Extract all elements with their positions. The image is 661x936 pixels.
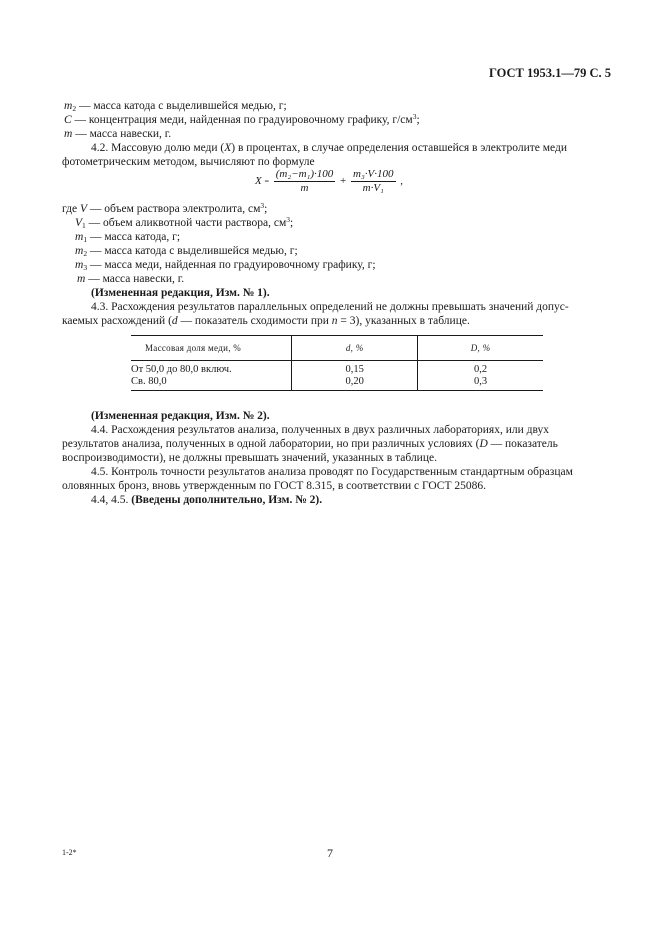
table-header-cell: Массовая доля меди, % — [131, 336, 292, 361]
p42-line1: 4.2. Массовую долю меди (X) в процентах, в случае определения оставшейся в электролите меди — [91, 142, 567, 154]
def-m2-top: $m_2$ — масса катода с выделившейся медью, г; — [64, 100, 287, 113]
formula — [255, 168, 403, 196]
tolerance-table — [131, 335, 543, 391]
table-header-cell: D, % — [418, 336, 543, 361]
def-m-top: m — масса навески, г. — [64, 128, 172, 140]
formula-plus: + — [340, 175, 347, 188]
table-row — [131, 361, 543, 377]
p44-line1: 4.4. Расхождения результатов анализа, полученных в двух различных лабораториях, или двух — [91, 424, 550, 436]
table-cell: 0,15 — [292, 361, 418, 377]
formula-fraction-2: $\frac{\text{m₃·V·100}}{\text{m·V₁}}$ — [353, 168, 394, 194]
p45-line2: оловянных бронз, вновь утвержденным по ГОСТ 8.315, в соответствии с ГОСТ 25086. — [62, 480, 487, 492]
def-c: C — концентрация меди, найденная по градуировочному графику, $г/см^3$; — [64, 112, 420, 126]
table-cell: 0,2 — [418, 361, 543, 377]
amendment-1: (Измененная редакция, Изм. № 1). — [91, 287, 270, 299]
def-m3: $m_3$ — масса меди, найденная по градуировочному графику, г; — [75, 259, 376, 272]
table-row — [131, 376, 543, 391]
table-header-cell: d, % — [292, 336, 418, 361]
table-cell: 0,3 — [418, 376, 543, 391]
table-cell: 0,20 — [292, 376, 418, 391]
table-cell: От 50,0 до 80,0 включ. — [131, 364, 232, 375]
p43-line2: каемых расхождений (d — показатель сходимости при n = 3), указанных в таблице. — [62, 315, 470, 327]
formula-eq: = — [264, 177, 269, 187]
p42-line2: фотометрическим методом, вычисляют по формуле — [62, 156, 315, 168]
amendment-2: (Измененная редакция, Изм. № 2). — [91, 410, 270, 422]
p44-line3: воспроизводимости), не должны превышать значений, указанных в таблице. — [62, 452, 437, 464]
def-m: m — масса навески, г. — [77, 273, 185, 285]
def-m2: $m_2$ — масса катода с выделившейся медью, г; — [75, 245, 298, 258]
p43-line1: 4.3. Расхождения результатов параллельных определений не должны превышать значений допус- — [91, 301, 569, 313]
page-number: 7 — [327, 846, 333, 860]
p45-line1: 4.5. Контроль точности результатов анализа проводят по Государственным стандартным образцам — [91, 466, 573, 478]
table-cell: Св. 80,0 — [131, 376, 292, 391]
formula-lhs: X — [255, 175, 262, 188]
footer-signature: 1-2* — [62, 848, 77, 857]
p44-45-note: 4.4, 4.5. (Введены дополнительно, Изм. № 2). — [91, 494, 323, 506]
formula-fraction-1: $\frac{\text{(m₂−m₁)·100}}{m}$ — [275, 168, 334, 194]
table-header-row — [131, 336, 543, 361]
def-v: где V — объем раствора электролита, $см^3$; — [62, 201, 268, 215]
page-header: ГОСТ 1953.1—79 С. 5 — [488, 66, 611, 80]
p44-line2: результатов анализа, полученных в одной лаборатории, но при различных условиях (D — показатель — [62, 438, 558, 450]
formula-tail: , — [400, 175, 404, 188]
def-v1: $V_1$ — объем аликвотной части раствора, $см^3$; — [75, 215, 294, 230]
def-m1: $m_1$ — масса катода, г; — [75, 231, 181, 244]
